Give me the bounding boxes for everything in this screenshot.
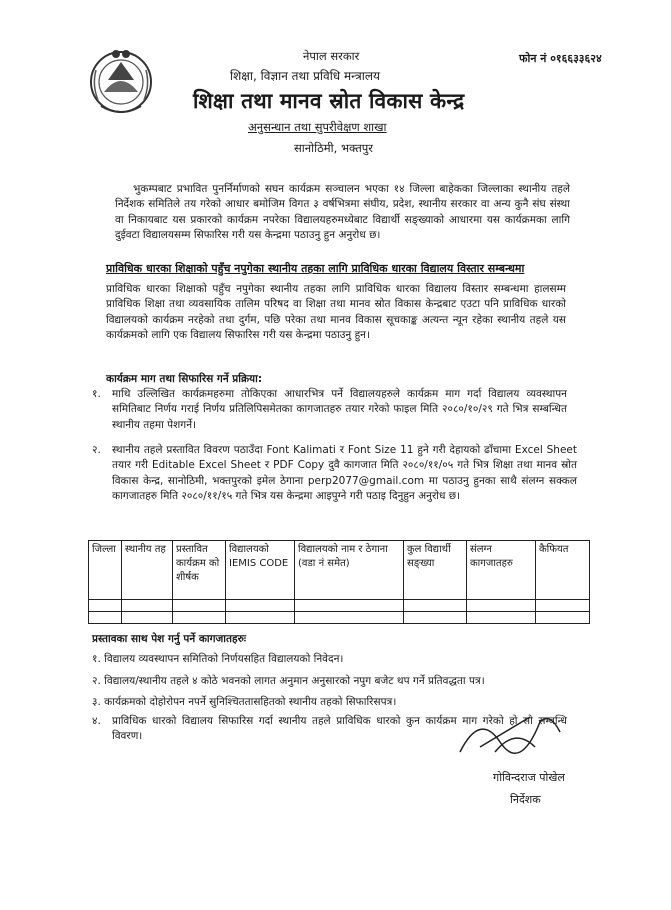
document-text: विद्यालय व्यवस्थापन समितिको निर्णयसहित विद्यालयको निवेदन। xyxy=(104,653,344,665)
proposal-format-table xyxy=(88,540,590,624)
documents-title: प्रस्तावका साथ पेश गर्नु पर्ने कागजातहरुः xyxy=(92,633,246,645)
government-label: नेपाल सरकार xyxy=(303,49,360,63)
document-number: १. xyxy=(92,653,101,665)
table-cell xyxy=(467,612,536,624)
table-cell xyxy=(122,612,173,624)
table-row xyxy=(89,612,590,624)
table-header-school-name: विद्यालयको नाम र ठेगाना (वडा नं समेत) xyxy=(295,541,404,600)
table-cell xyxy=(173,612,226,624)
document-number: ४. xyxy=(92,715,101,727)
table-cell xyxy=(536,600,590,612)
requirement-number: २. xyxy=(92,444,101,456)
subject-line: प्राविधिक धारका शिक्षाको पहुँच नपुगेका स्थानीय तहका लागि प्राविधिक धारका विद्यालय विस्तार सम्बन्धमा xyxy=(106,262,525,275)
table-cell xyxy=(295,612,404,624)
phone-number: फोन नं ०१६६३३६२४ xyxy=(519,52,602,65)
document-item-2 xyxy=(92,674,572,689)
document-text: प्राविधिक धारको विद्यालय सिफारिस गर्दा स्थानीय तहले प्राविधिक धारको कुन कार्यक्रम माग गरेको हो सो सम्बन्धि विवरण। xyxy=(112,715,567,742)
table-cell xyxy=(226,600,295,612)
document-number: २. xyxy=(92,675,101,687)
table-header-local-level: स्थानीय तह xyxy=(122,541,173,600)
table-header-iemis-code: विद्यालयको IEMIS CODE xyxy=(226,541,295,600)
requirement-item-1 xyxy=(92,387,567,433)
document-text: विद्यालय/स्थानीय तहले ४ कोठे भवनको लागत अनुमान अनुसारको नपुग बजेट थप गर्ने प्रतिवद्धता पत्र। xyxy=(104,675,485,687)
table-cell xyxy=(467,600,536,612)
requirement-text: माथि उल्लिखित कार्यक्रमहरुमा तोकिएका आधारभित्र पर्ने विद्यालयहरुले कार्यक्रम माग गर्दा विद्यालय व्यवस्थापन समितिबाट निर्णय गराई निर्णय प्रतिलिपिसमेतका कागजातहरु तयार गरेको फाइल मिति २०८०/१०/२९ गते भित्र सम्बन्धित स्थानीय तहमा पेशगर्ने। xyxy=(112,388,567,431)
document-text: कार्यक्रमको दोहोरोपन नपर्ने सुनिश्चिततासहितको स्थानीय तहको सिफारिसपत्र। xyxy=(104,696,397,708)
requirements-title: कार्यक्रम माग तथा सिफारिस गर्ने प्रक्रिया: xyxy=(106,373,263,385)
signer-name: गोविन्दराज पोखेल xyxy=(493,771,565,784)
branch-label: अनुसन्धान तथा सुपरीवेक्षण शाखा xyxy=(248,120,387,134)
table-cell xyxy=(173,600,226,612)
intro-paragraph: भुकम्पबाट प्रभावित पुनर्निर्माणको सघन कार्यक्रम सञ्चालन भएका १४ जिल्ला बाहेकका जिल्लाका स्थानीय तहले निर्देशक समितिले तय गरेको आधार बमोजिम विगत ३ वर्षभित्रमा संघीय, प्रदेश, स्थानीय सरकार वा अन्य कुनै संघ संस्था वा निकायबाट यस प्रकारको कार्यक्रम नपरेका विद्यालयहरुमध्येबाट विद्यार्थी सङ्ख्याको आधारमा यस कार्यक्रमका लागि दुईवटा विद्यालयसम्म सिफारिस गरी यस केन्द्रमा पठाउनु हुन अनुरोध छ। xyxy=(115,183,570,242)
table-header-remarks: कैफियत xyxy=(536,541,590,600)
requirement-text: स्थानीय तहले प्रस्तावित विवरण पठाउँदा Font Kalimati र Font Size 11 हुने गरी देहायको ढाँचामा Excel Sheet तयार गरी Editable Excel Sheet र PDF Copy दुवै कागजात मिति २०८०/११/०५ गते भित्र शिक्षा तथा मानव स्रोत विकास केन्द्र, सानोठिमी, भक्तपुरको इमेल ठेगाना perp2077@gmail.com मा पठाउनु हुनका साथै संलग्न सक्कल कागजातहरु मिति २०८०/११/१५ गते भित्र यस केन्द्रमा आइपुग्ने गरी पठाइ दिनुहुन अनुरोध छ। xyxy=(112,444,577,503)
document-number: ३. xyxy=(92,696,101,708)
table-cell xyxy=(536,612,590,624)
document-item-1 xyxy=(92,652,562,667)
table-row xyxy=(89,600,590,612)
requirement-number: १. xyxy=(92,388,101,400)
location-label: सानोठिमी, भक्तपुर xyxy=(294,141,373,155)
table-cell xyxy=(295,600,404,612)
handwritten-signature xyxy=(440,702,570,762)
table-cell xyxy=(404,600,467,612)
table-header-district: जिल्ला xyxy=(89,541,122,600)
table-cell xyxy=(89,612,122,624)
table-cell xyxy=(404,612,467,624)
signer-designation: निर्देशक xyxy=(510,793,541,806)
body-paragraph: प्राविधिक धारका शिक्षाको पहुँच नपुगेका स्थानीय तहका लागि प्राविधिक धारका विद्यालय विस्तार सम्बन्धमा हालसम्म प्राविधिक शिक्षा तथा व्यवसायिक तालिम परिषद वा शिक्षा तथा मानव स्रोत विकास केन्द्रबाट एउटा पनि प्राविधिक धारको विद्यालयको कार्यक्रम नरहेको तथा दुर्गम, पछि परेका तथा मानव विकास सूचकाङ्क अत्यन्त न्यून रहेका स्थानीय तहले यस कार्यक्रमको लागि एक विद्यालय सिफारिस गरी यस केन्द्रमा पठाउनु हुन। xyxy=(106,283,566,342)
requirement-item-2 xyxy=(92,443,577,533)
table-header-program-title: प्रस्तावित कार्यक्रम को शीर्षक xyxy=(173,541,226,600)
ministry-label: शिक्षा, विज्ञान तथा प्रविधि मन्त्रालय xyxy=(230,69,380,83)
center-title: शिक्षा तथा मानव स्रोत विकास केन्द्र xyxy=(193,89,465,113)
table-header-row xyxy=(89,541,590,600)
table-cell xyxy=(89,600,122,612)
table-header-student-count: कुल विद्यार्थी सङ्ख्या xyxy=(404,541,467,600)
table-header-attachments: संलग्न कागजातहरु xyxy=(467,541,536,600)
nepal-emblem-logo xyxy=(86,40,156,120)
table-cell xyxy=(122,600,173,612)
table-cell xyxy=(226,612,295,624)
